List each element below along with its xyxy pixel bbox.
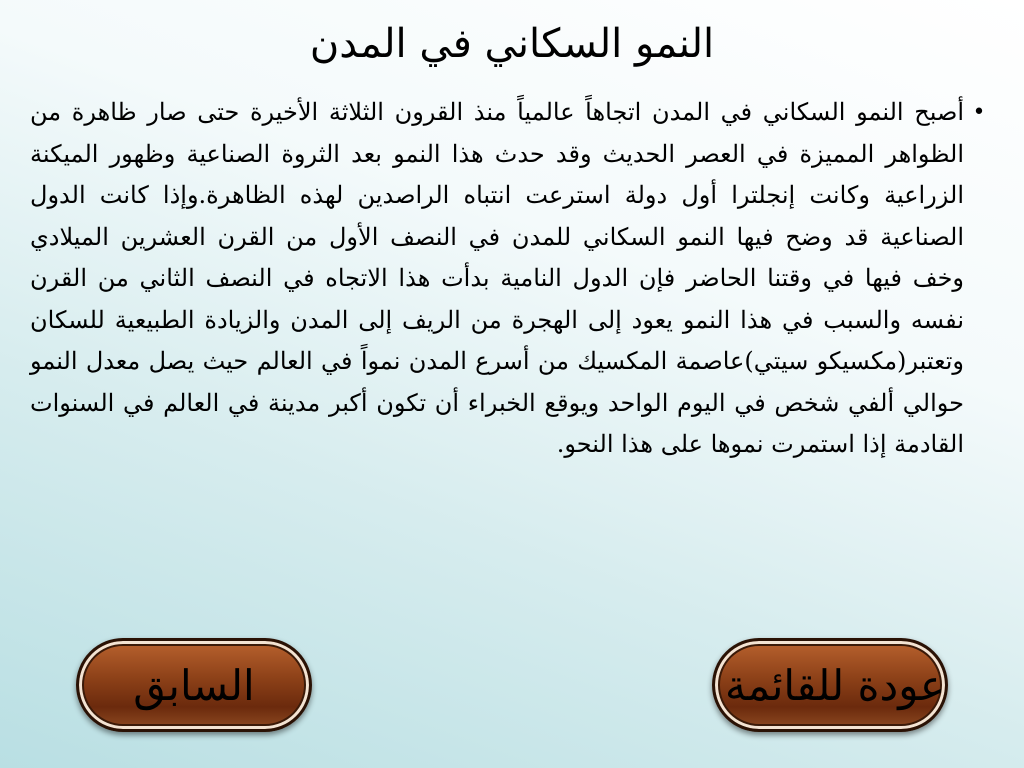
previous-button[interactable] <box>76 638 312 732</box>
back-to-menu-button[interactable] <box>712 638 948 732</box>
bullet-item <box>24 92 994 466</box>
back-to-menu-label: عودة للقائمة <box>724 660 945 710</box>
slide-content <box>24 92 994 466</box>
bullet-icon: • <box>972 100 986 125</box>
bullet-text: أصبح النمو السكاني في المدن اتجاهاً عالمياً منذ القرون الثلاثة الأخيرة حتى صار ظاهرة من الظواهر المميزة في العصر الحديث وقد حدث هذا النمو بعد الثروة الصناعية وظهور الميكنة الزراعية وكانت إنجلترا أول دولة استرعت انتباه الراصدين لهذه الظاهرة.وإذا كانت الدول الصناعية قد وضح فيها النمو السكاني للمدن في النصف الأول من القرن العشرين الميلادي وخف فيها في وقتنا الحاضر فإن الدول النامية بدأت هذا الاتجاه في النصف الثاني من القرن نفسه والسبب في هذا النمو يعود إلى الهجرة من الريف إلى المدن والزيادة الطبيعية للسكان وتعتبر(مكسيكو سيتي)عاصمة المكسيك من أسرع المدن نمواً في العالم حيث يصل معدل النمو حوالي ألفي شخص في اليوم الواحد ويوقع الخبراء أن تكون أكبر مدينة في العالم في السنوات القادمة إذا استمرت نموها على هذا النحو. <box>30 98 965 458</box>
slide-title: النمو السكاني في المدن <box>309 21 715 67</box>
previous-button-label: السابق <box>133 660 255 710</box>
